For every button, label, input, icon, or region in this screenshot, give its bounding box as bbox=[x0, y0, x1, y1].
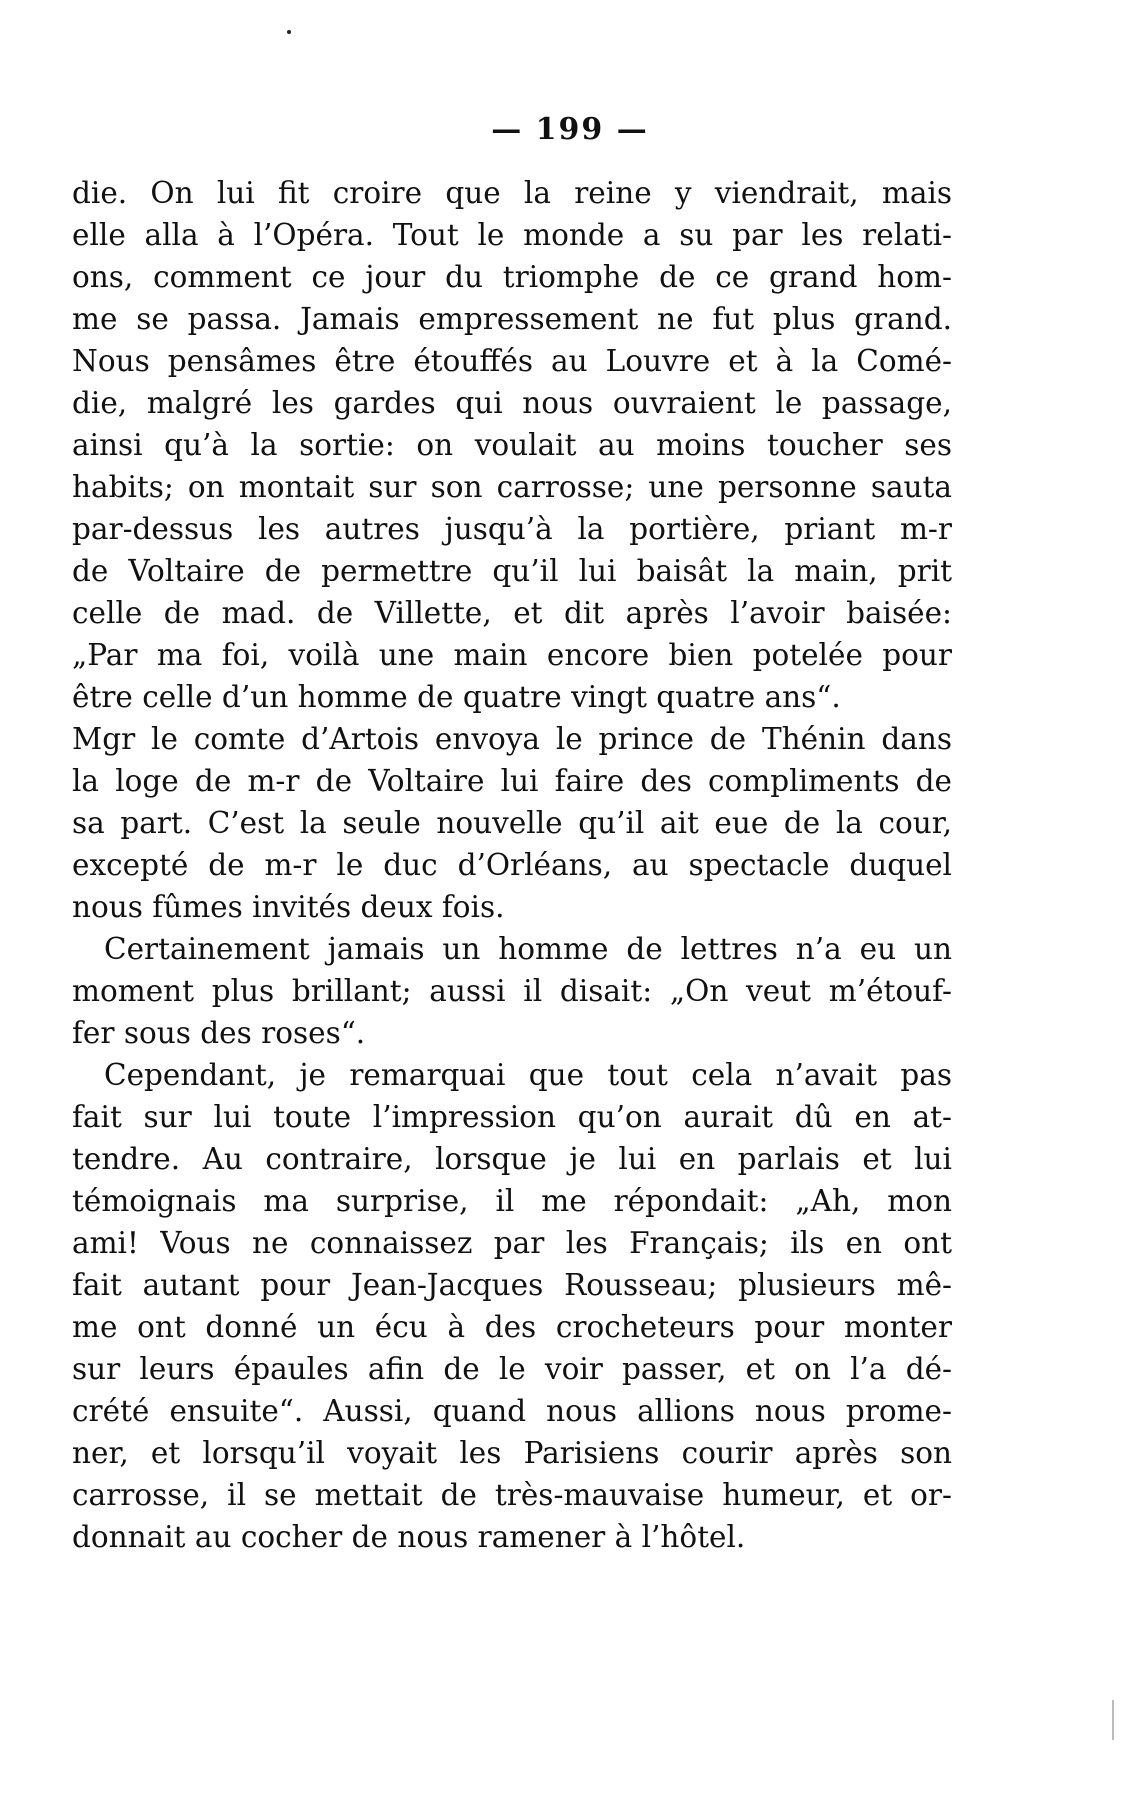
page-number: — 199 — bbox=[491, 112, 649, 147]
scan-edge-mark bbox=[1112, 1700, 1114, 1740]
text-line: Certainement jamais un homme de lettres n’a eu un bbox=[104, 932, 952, 966]
paragraph bbox=[72, 928, 952, 1054]
text-line: fer sous des roses“. bbox=[72, 1016, 366, 1050]
text-line: crété ensuite“. Aussi, quand nous allions nous prome- bbox=[72, 1394, 952, 1428]
text-line: par-dessus les autres jusqu’à la portière, priant m-r bbox=[72, 512, 952, 546]
text-line: moment plus brillant; aussi il disait: „On veut m’étouf- bbox=[72, 974, 952, 1008]
text-line: me ont donné un écu à des crocheteurs pour monter bbox=[72, 1310, 952, 1344]
body-text bbox=[72, 172, 952, 1558]
ink-speck bbox=[287, 30, 291, 34]
text-line: me se passa. Jamais empressement ne fut plus grand. bbox=[72, 302, 952, 336]
text-line: habits; on montait sur son carrosse; une personne sauta bbox=[72, 470, 952, 504]
text-line: ainsi qu’à la sortie: on voulait au moins toucher ses bbox=[72, 428, 952, 462]
text-line: ner, et lorsqu’il voyait les Parisiens courir après son bbox=[72, 1436, 952, 1470]
text-line: donnait au cocher de nous ramener à l’hôtel. bbox=[72, 1520, 746, 1554]
text-line: excepté de m-r le duc d’Orléans, au spectacle duquel bbox=[72, 848, 952, 882]
text-line: sur leurs épaules afin de le voir passer, et on l’a dé- bbox=[72, 1352, 952, 1386]
text-line: ami! Vous ne connaissez par les Français; ils en ont bbox=[72, 1226, 952, 1260]
text-line: Mgr le comte d’Artois envoya le prince de Thénin dans bbox=[72, 722, 952, 756]
text-line: témoignais ma surprise, il me répondait: „Ah, mon bbox=[72, 1184, 952, 1218]
text-line: être celle d’un homme de quatre vingt quatre ans“. bbox=[72, 680, 841, 714]
text-line: Nous pensâmes être étouffés au Louvre et à la Comé- bbox=[72, 344, 952, 378]
text-line: fait sur lui toute l’impression qu’on aurait dû en at- bbox=[72, 1100, 952, 1134]
text-line: ons, comment ce jour du triomphe de ce grand hom- bbox=[72, 260, 952, 294]
text-line: elle alla à l’Opéra. Tout le monde a su par les relati- bbox=[72, 218, 952, 252]
text-line: tendre. Au contraire, lorsque je lui en parlais et lui bbox=[72, 1142, 952, 1176]
paragraph bbox=[72, 172, 952, 718]
paragraph bbox=[72, 1054, 952, 1558]
text-line: celle de mad. de Villette, et dit après l’avoir baisée: bbox=[72, 596, 952, 630]
text-line: die. On lui fit croire que la reine y viendrait, mais bbox=[72, 176, 952, 210]
text-line: fait autant pour Jean-Jacques Rousseau; plusieurs mê- bbox=[72, 1268, 952, 1302]
paragraph bbox=[72, 718, 952, 928]
text-line: la loge de m-r de Voltaire lui faire des compliments de bbox=[72, 764, 952, 798]
text-line: sa part. C’est la seule nouvelle qu’il ait eue de la cour, bbox=[72, 806, 952, 840]
text-line: carrosse, il se mettait de très-mauvaise humeur, et or- bbox=[72, 1478, 952, 1512]
text-line: de Voltaire de permettre qu’il lui baisât la main, prit bbox=[72, 554, 952, 588]
text-line: Cependant, je remarquai que tout cela n’avait pas bbox=[104, 1058, 952, 1092]
text-line: die, malgré les gardes qui nous ouvraient le passage, bbox=[72, 386, 952, 420]
text-line: „Par ma foi, voilà une main encore bien potelée pour bbox=[72, 638, 952, 672]
text-line: nous fûmes invités deux fois. bbox=[72, 890, 505, 924]
